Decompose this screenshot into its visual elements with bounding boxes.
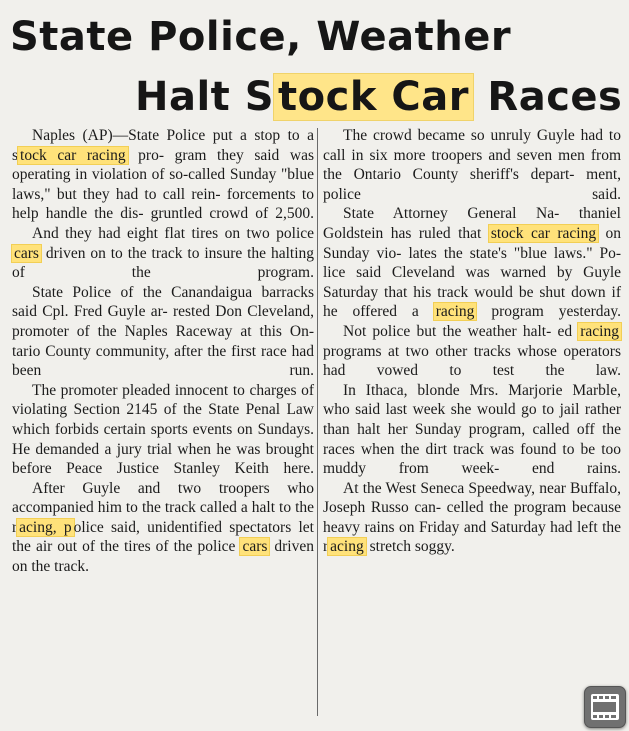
paragraph: The crowd became so unruly Guyle had to call in six more troopers and seven men from the Ontario County sheriff's depart- ment, police said. — [323, 127, 622, 203]
left-column — [12, 126, 314, 577]
paragraph: At the West Seneca Speedway, near Buffalo, Joseph Russo can- celled the program because heavy rains on Friday and Saturday had left the r acing stretch soggy. — [323, 479, 622, 556]
paragraph: In Ithaca, blonde Mrs. Marjorie Marble, who said last week she would go to jail rather than halt her Sunday program, called off the races when the dirt track was found to be too muddy from week- end rains. — [323, 381, 622, 478]
search-highlight: cars — [14, 244, 39, 262]
search-highlight: tock car racing — [20, 146, 126, 164]
headline-line-1: State Police, Weather — [10, 14, 512, 60]
search-highlight: acing, p — [19, 518, 72, 536]
paragraph: Not police but the weather halt- ed racing programs at two other tracks whose operators had vowed to test the law. — [323, 322, 622, 380]
search-highlight: stock car racing — [490, 224, 597, 242]
headline-highlight: tock Car — [274, 74, 473, 120]
film-strip-icon — [590, 693, 620, 721]
headline-line-2: Halt S tock Car Races — [135, 74, 623, 120]
paragraph: The promoter pleaded innocent to charges of violating Section 2145 of the State Penal Law which forbids certain sports events on Sundays. He demanded a jury trial when he was brought before Peace Justice Stanley Keith here. — [12, 381, 315, 478]
column-divider — [317, 128, 318, 716]
paragraph: State Police of the Canandaigua barracks said Cpl. Fred Guyle ar- rested Don Cleveland, promoter of the Naples Raceway at this On- tario County community, after the first race had been run. — [12, 283, 315, 380]
search-highlight: racing — [580, 322, 619, 340]
paragraph: State Attorney General Na- thaniel Goldstein has ruled that stock car racing on Sunday vio- lates the state's "blue laws." Po- lice said Cleveland was warned by Guyle Saturday that his track would be shut down if he offered a racing program yesterday. — [323, 205, 622, 321]
right-column — [323, 126, 621, 557]
paragraph: Naples (AP)—State Police put a stop to a s tock car racing pro- gram they said was operating in violation of so-called Sunday "blue laws," but they had to call rein- forcements to help handle the dis- gruntled crowd of 2,500. — [12, 127, 315, 223]
search-highlight: acing — [330, 538, 364, 556]
search-highlight: racing — [435, 303, 475, 321]
search-highlight: cars — [242, 538, 268, 556]
paragraph: And they had eight flat tires on two police cars driven on to the track to insure the halting of the program. — [12, 224, 315, 282]
paragraph: After Guyle and two troopers who accompanied him to the track called a halt to the r acing, p olice said, unidentified spectators let the air out of the tires of the police cars driven on the track. — [12, 479, 315, 576]
film-viewer-button[interactable] — [584, 686, 626, 728]
